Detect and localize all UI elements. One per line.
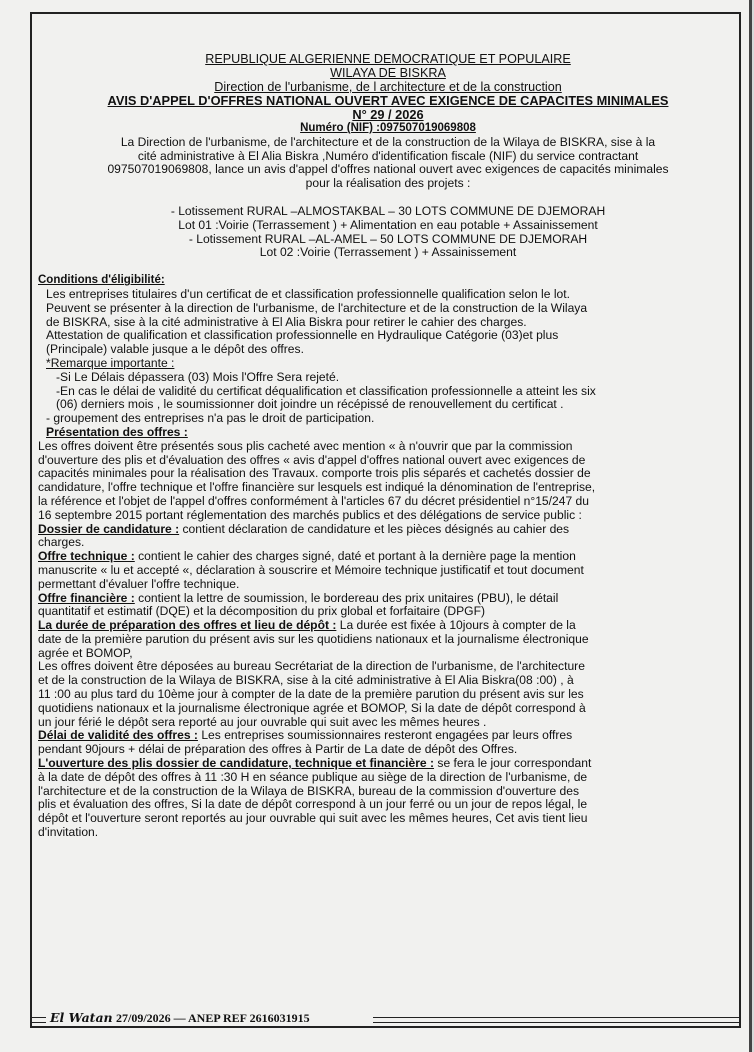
technique-title: Offre technique : bbox=[38, 549, 135, 564]
dossier-line: charges. bbox=[38, 535, 85, 550]
duree-line: et de la construction de la Wilaya de BISKRA, sise à la cité administrative à El Alia Biskra(08 :00) , à bbox=[38, 673, 574, 688]
presentation-line: capacités minimales pour la réalisation des Travaux. comporte trois plis séparés et cachetés dossier de bbox=[38, 466, 591, 481]
dossier-title: Dossier de candidature : bbox=[38, 521, 180, 536]
duree-line: date de la première parution du présent avis sur les quotidiens nationaux et la journalisme électronique bbox=[38, 631, 589, 646]
duree-line: un jour férié le dépôt sera reporté au jour ouvrable qui suit avec les mêmes heures . bbox=[38, 714, 487, 729]
technique-text: contient le cahier des charges signé, daté et portant à la dernière page la mention bbox=[134, 549, 576, 564]
validite-section bbox=[38, 729, 738, 743]
validite-line: pendant 90jours + délai de préparation des offres à Partir de La date de dépôt des Offres. bbox=[38, 742, 518, 757]
intro-line: pour la réalisation des projets : bbox=[305, 176, 471, 191]
ouverture-section bbox=[38, 757, 738, 771]
duree-text: La durée est fixée à 10jours à compter de la bbox=[336, 618, 576, 633]
duree-title: La durée de préparation des offres et lieu de dépôt : bbox=[38, 618, 337, 633]
project-line: Lot 01 :Voirie (Terrassement ) + Alimentation en eau potable + Assainissement bbox=[178, 217, 598, 232]
duree-line: 11 :00 au plus tard du 10ème jour à compter de la date de la première parution du présent avis sur les bbox=[38, 687, 584, 702]
project-line: - Lotissement RURAL –AL-AMEL – 50 LOTS COMMUNE DE DJEMORAH bbox=[188, 231, 588, 246]
header-republic: REPUBLIQUE ALGERIENNE DEMOCRATIQUE ET POPULAIRE bbox=[205, 52, 571, 66]
ouverture-line: à la date de dépôt des offres à 11 :30 H en séance publique au siège de la direction de l'urbanisme, de bbox=[38, 769, 588, 784]
presentation-line: 16 septembre 2015 portant réglementation des marchés publics et des délégations de service public : bbox=[38, 507, 582, 522]
presentation-line: candidature, l'offre technique et l'offre financière sur lesquels est indiqué la dénomination de l'entreprise, bbox=[38, 480, 596, 495]
dossier-text: contient déclaration de candidature et les pièces désignés au cahier des bbox=[179, 521, 570, 536]
financiere-section bbox=[38, 592, 738, 606]
header-wilaya: WILAYA DE BISKRA bbox=[330, 66, 446, 80]
ouverture-text: se fera le jour correspondant bbox=[434, 756, 592, 771]
notice-number: N° 29 / 2026 bbox=[352, 107, 424, 122]
presentation-line: d'ouverture des plis et d'évaluation des offres « avis d'appel d'offres national ouvert avec exigences de bbox=[38, 452, 586, 467]
eligibility-line: Peuvent se présenter à la direction de l'urbanisme, de l'architecture et de la construction de la Wilaya bbox=[46, 300, 588, 315]
validite-text: Les entreprises soumissionnaires resteront engagées par leurs offres bbox=[197, 728, 573, 743]
eligibility-line: Les entreprises titulaires d'un certificat de et classification professionnelle qualification selon le lot. bbox=[46, 286, 570, 301]
ouverture-title: L'ouverture des plis dossier de candidature, technique et financière : bbox=[38, 756, 435, 771]
duree-line: agrée et BOMOP, bbox=[38, 645, 133, 660]
notice-nif: Numéro (NIF) :097507019069808 bbox=[300, 122, 476, 134]
footer bbox=[30, 1004, 741, 1028]
notice-content bbox=[38, 52, 738, 840]
eligibility-title: Conditions d'éligibilité: bbox=[38, 274, 165, 287]
remark-title: *Remarque importante : bbox=[46, 355, 175, 370]
remark-line: -En cas le délai de validité du certificat déqualification et classification professionnelle a atteint les six bbox=[56, 383, 596, 398]
header-direction: Direction de l'urbanisme, de l architecture et de la construction bbox=[214, 80, 562, 94]
dossier-section bbox=[38, 523, 738, 537]
footer-rule-right bbox=[373, 1017, 741, 1023]
ouverture-line: d'invitation. bbox=[38, 825, 99, 840]
notice-title: AVIS D'APPEL D'OFFRES NATIONAL OUVERT AVEC EXIGENCE DE CAPACITES MINIMALES bbox=[107, 93, 669, 108]
remark-line: - groupement des entreprises n'a pas le droit de participation. bbox=[46, 411, 375, 426]
remark-line: (06) derniers mois , le soumissionner doit joindre un récépissé de renouvellement du certificat . bbox=[56, 397, 564, 412]
validite-title: Délai de validité des offres : bbox=[38, 728, 198, 743]
financiere-line: quantitatif et estimatif (DQE) et la décomposition du prix global et forfaitaire (DPGF) bbox=[38, 604, 485, 619]
eligibility-line: Attestation de qualification et classification professionnelle en Hydraulique Catégorie (03)et plus bbox=[46, 328, 559, 343]
ouverture-line: dépôt et l'ouverture seront reportés au jour ouvrable qui suit avec les mêmes heures, Cet avis tient lieu bbox=[38, 811, 588, 826]
eligibility-line: (Principale) valable jusque a le dépôt des offres. bbox=[46, 342, 304, 357]
ouverture-line: plis et évaluation des offres, Si la date de dépôt correspond à un jour ferré ou un jour de repos légal, le bbox=[38, 797, 588, 812]
eligibility-line: de BISKRA, sise à la cité administrative à El Alia Biskra pour retirer le cahier des charges. bbox=[46, 314, 527, 329]
presentation-line: la référence et l'objet de l'appel d'offres conformément à l'articles 67 du décret présidentiel n°15/247 du bbox=[38, 493, 590, 508]
financiere-text: contient la lettre de soumission, le bordereau des prix unitaires (PBU), le détail bbox=[134, 590, 559, 605]
presentation-line: Les offres doivent être présentés sous plis cacheté avec mention « à n'ouvrir que par la commission bbox=[38, 438, 573, 453]
intro-line: cité administrative à El Alia Biskra ,Numéro d'identification fiscale (NIF) du service contractant bbox=[137, 148, 639, 163]
duree-line: quotidiens nationaux et la journalisme électronique agrée et BOMOP, Si la date de dépôt correspond à bbox=[38, 700, 586, 715]
duree-section bbox=[38, 619, 738, 633]
financiere-title: Offre financière : bbox=[38, 590, 135, 605]
technique-section bbox=[38, 550, 738, 564]
anep-reference: 27/09/2026 — ANEP REF 2616031915 bbox=[116, 1011, 310, 1025]
duree-line: Les offres doivent être déposées au bureau Secrétariat de la direction de l'urbanisme, de l'architecture bbox=[38, 659, 585, 674]
remark-line: -Si Le Délais dépassera (03) Mois l'Offre Sera rejeté. bbox=[56, 369, 340, 384]
newspaper-brand: El Watan bbox=[50, 1010, 113, 1025]
technique-line: manuscrite « lu et accepté «, déclaration à souscrire et Mémoire technique justificatif et tout document bbox=[38, 562, 584, 577]
project-line: - Lotissement RURAL –ALMOSTAKBAL – 30 LOTS COMMUNE DE DJEMORAH bbox=[170, 203, 606, 218]
ouverture-line: l'architecture et de la construction de la Wilaya de BISKRA, bureau de la commission d'ouverture des bbox=[38, 783, 580, 798]
page-edge bbox=[749, 0, 752, 1052]
presentation-title: Présentation des offres : bbox=[46, 424, 188, 439]
intro-line: La Direction de l'urbanisme, de l'architecture et de la construction de la Wilaya de BISKRA, sise à la bbox=[120, 134, 656, 149]
footer-rule-left bbox=[30, 1017, 46, 1023]
project-line: Lot 02 :Voirie (Terrassement ) + Assainissement bbox=[259, 245, 517, 260]
intro-line: 097507019069808, lance un avis d'appel d'offres national ouvert avec exigences de capacités minimales bbox=[107, 162, 669, 177]
technique-line: permettant d'évaluer l'offre technique. bbox=[38, 576, 240, 591]
